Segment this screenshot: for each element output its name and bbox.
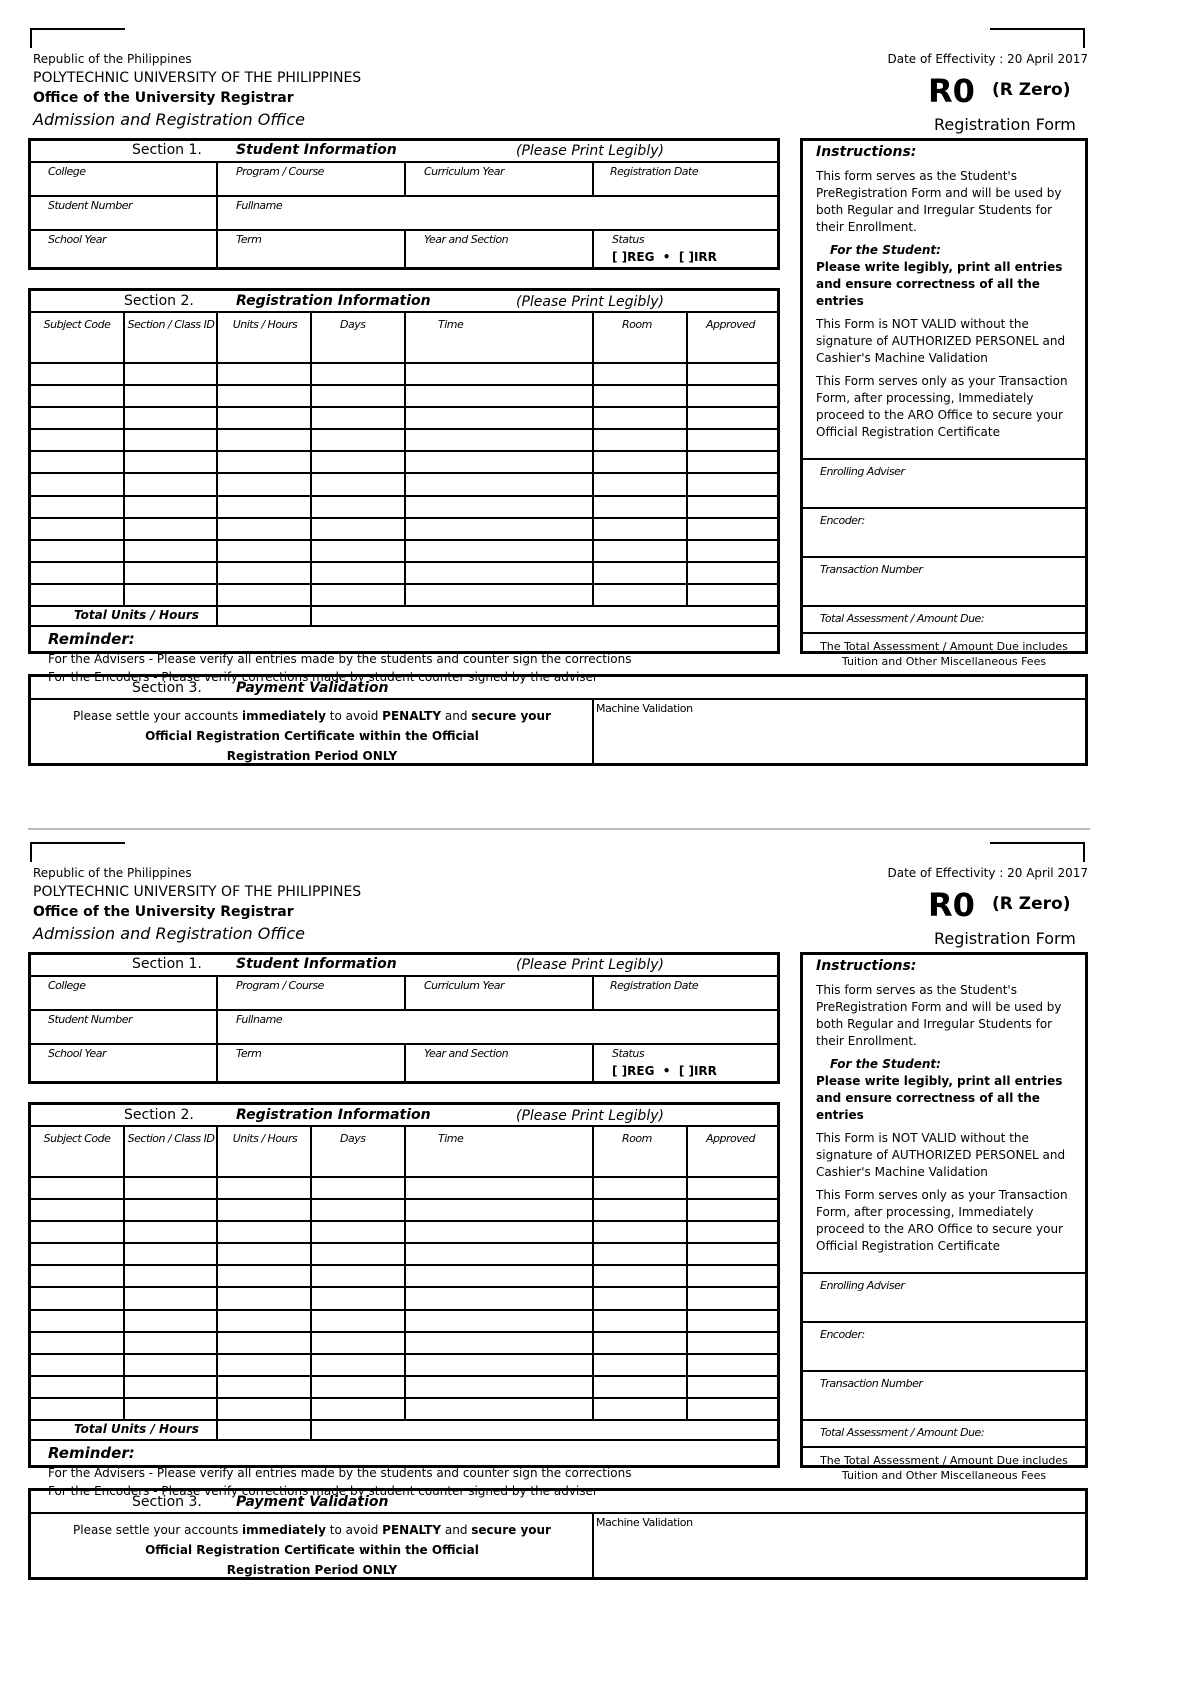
admission-office: Admission and Registration Office [33, 110, 305, 129]
section2-note: (Please Print Legibly) [516, 1108, 664, 1124]
encoder-label: Encoder: [820, 514, 865, 527]
form-code: R0 [928, 72, 975, 110]
settle-bold-1: immediately [242, 709, 326, 723]
reminder-title: Reminder: [48, 630, 135, 648]
crop-mark-right [990, 842, 1085, 862]
settle-text-1: Please settle your accounts [73, 1523, 239, 1537]
total-units-label: Total Units / Hours [74, 608, 199, 622]
reminder-encoders: For the Encoders - Please verify corrections made by student counter signed by the adviser [48, 1484, 598, 1498]
curriculum-label: Curriculum Year [424, 979, 505, 992]
program-label: Program / Course [236, 165, 324, 178]
section1-title: Student Information [236, 956, 397, 972]
student-number-label: Student Number [48, 199, 132, 212]
settle-bold-1: immediately [242, 1523, 326, 1537]
col-days: Days [340, 318, 366, 331]
form-title: Registration Form [934, 115, 1076, 134]
year-section-label: Year and Section [424, 1047, 509, 1060]
instructions-body [816, 168, 1076, 447]
col-room: Room [622, 1132, 652, 1145]
section3-number: Section 3. [132, 1494, 202, 1510]
republic-line: Republic of the Philippines [33, 52, 192, 66]
school-year-label: School Year [48, 233, 107, 246]
section2-title: Registration Information [236, 293, 431, 309]
settle-line-2: Official Registration Certificate within the Official [145, 729, 479, 743]
crop-mark-right [990, 28, 1085, 48]
university-name: POLYTECHNIC UNIVERSITY OF THE PHILIPPINES [33, 884, 362, 900]
settle-text-2: to avoid [329, 1523, 379, 1537]
fees-note: The Total Assessment / Amount Due includes Tuition and Other Miscellaneous Fees [820, 640, 1068, 668]
year-section-label: Year and Section [424, 233, 509, 246]
section1-number: Section 1. [132, 956, 202, 972]
settle-text-3: and [444, 709, 468, 723]
curriculum-label: Curriculum Year [424, 165, 505, 178]
college-label: College [48, 979, 86, 992]
section1-note: (Please Print Legibly) [516, 957, 664, 973]
copy-separator [28, 828, 1090, 830]
col-room: Room [622, 318, 652, 331]
instructions-title: Instructions: [816, 144, 917, 160]
section1-title: Student Information [236, 142, 397, 158]
reg-date-label: Registration Date [610, 165, 699, 178]
term-label: Term [236, 1047, 262, 1060]
university-name: POLYTECHNIC UNIVERSITY OF THE PHILIPPINES [33, 70, 362, 86]
registration-form-copy-2 [0, 832, 1200, 1644]
registration-form-copy-1 [0, 18, 1200, 830]
instructions-p2: Please write legibly, print all entries and ensure correctness of all the entries [816, 260, 1063, 308]
reminder-title: Reminder: [48, 1444, 135, 1462]
form-code-label: (R Zero) [992, 894, 1071, 914]
settle-bold-3: secure your [471, 1523, 551, 1537]
reminder-advisers: For the Advisers - Please verify all entries made by the students and counter sign the corrections [48, 1466, 632, 1480]
section1-number: Section 1. [132, 142, 202, 158]
status-label: Status [612, 1047, 645, 1060]
enrolling-adviser-label: Enrolling Adviser [820, 465, 905, 478]
instructions-p3: This Form is NOT VALID without the signature of AUTHORIZED PERSONEL and Cashier's Machine Validation [816, 1131, 1066, 1179]
section2-number: Section 2. [124, 293, 194, 309]
enrolling-adviser-label: Enrolling Adviser [820, 1279, 905, 1292]
settle-line-3: Registration Period ONLY [226, 749, 398, 763]
machine-validation-label: Machine Validation [596, 702, 693, 715]
college-label: College [48, 165, 86, 178]
office-name: Office of the University Registrar [33, 904, 294, 920]
crop-mark-left [30, 28, 125, 48]
transaction-number-label: Transaction Number [820, 1377, 923, 1390]
fullname-label: Fullname [236, 199, 283, 212]
settle-bold-3: secure your [471, 709, 551, 723]
total-units-label: Total Units / Hours [74, 1422, 199, 1436]
settle-line-2: Official Registration Certificate within the Official [145, 1543, 479, 1557]
settle-text-1: Please settle your accounts [73, 709, 239, 723]
instructions-p4: This Form serves only as your Transaction Form, after processing, Immediately proceed to the ARO Office to secure your Official Registration Certificate [816, 1188, 1068, 1253]
col-subject-code: Subject Code [43, 318, 111, 331]
section1-note: (Please Print Legibly) [516, 143, 664, 159]
col-approved: Approved [706, 318, 756, 331]
total-assessment-label: Total Assessment / Amount Due: [820, 612, 985, 625]
reg-date-label: Registration Date [610, 979, 699, 992]
status-options[interactable]: [ ]REG • [ ]IRR [612, 250, 717, 264]
settle-text-3: and [444, 1523, 468, 1537]
col-section: Section / Class ID [127, 1132, 215, 1145]
effectivity-date: Date of Effectivity : 20 April 2017 [887, 866, 1088, 880]
col-subject-code: Subject Code [43, 1132, 111, 1145]
settle-line-3: Registration Period ONLY [226, 1563, 398, 1577]
settle-bold-2: PENALTY [382, 709, 442, 723]
section2-title: Registration Information [236, 1107, 431, 1123]
form-code-label: (R Zero) [992, 80, 1071, 100]
machine-validation-label: Machine Validation [596, 1516, 693, 1529]
admission-office: Admission and Registration Office [33, 924, 305, 943]
col-time: Time [438, 1132, 464, 1145]
section2-number: Section 2. [124, 1107, 194, 1123]
settle-note [42, 1520, 582, 1580]
for-student-label: For the Student: [830, 1057, 941, 1071]
school-year-label: School Year [48, 1047, 107, 1060]
instructions-p3: This Form is NOT VALID without the signature of AUTHORIZED PERSONEL and Cashier's Machine Validation [816, 317, 1066, 365]
total-assessment-label: Total Assessment / Amount Due: [820, 1426, 985, 1439]
program-label: Program / Course [236, 979, 324, 992]
transaction-number-label: Transaction Number [820, 563, 923, 576]
instructions-p4: This Form serves only as your Transaction Form, after processing, Immediately proceed to the ARO Office to secure your Official Registration Certificate [816, 374, 1068, 439]
status-options[interactable]: [ ]REG • [ ]IRR [612, 1064, 717, 1078]
for-student-label: For the Student: [830, 243, 941, 257]
instructions-title: Instructions: [816, 958, 917, 974]
col-days: Days [340, 1132, 366, 1145]
republic-line: Republic of the Philippines [33, 866, 192, 880]
col-approved: Approved [706, 1132, 756, 1145]
section3-title: Payment Validation [236, 1494, 389, 1510]
col-time: Time [438, 318, 464, 331]
instructions-p1: This form serves as the Student's PreRegistration Form and will be used by both Regular and Irregular Students for their Enrollment. [816, 169, 1062, 234]
student-number-label: Student Number [48, 1013, 132, 1026]
instructions-p2: Please write legibly, print all entries and ensure correctness of all the entries [816, 1074, 1063, 1122]
section3-number: Section 3. [132, 680, 202, 696]
crop-mark-left [30, 842, 125, 862]
reminder-encoders: For the Encoders - Please verify corrections made by student counter signed by the adviser [48, 670, 598, 684]
instructions-body [816, 982, 1076, 1261]
col-section: Section / Class ID [127, 318, 215, 331]
effectivity-date: Date of Effectivity : 20 April 2017 [887, 52, 1088, 66]
encoder-label: Encoder: [820, 1328, 865, 1341]
settle-note [42, 706, 582, 766]
fullname-label: Fullname [236, 1013, 283, 1026]
instructions-p1: This form serves as the Student's PreRegistration Form and will be used by both Regular and Irregular Students for their Enrollment. [816, 983, 1062, 1048]
section3-title: Payment Validation [236, 680, 389, 696]
section2-note: (Please Print Legibly) [516, 294, 664, 310]
form-code: R0 [928, 886, 975, 924]
col-units: Units / Hours [232, 318, 298, 331]
fees-note: The Total Assessment / Amount Due includes Tuition and Other Miscellaneous Fees [820, 1454, 1068, 1482]
reminder-advisers: For the Advisers - Please verify all entries made by the students and counter sign the corrections [48, 652, 632, 666]
settle-text-2: to avoid [329, 709, 379, 723]
form-title: Registration Form [934, 929, 1076, 948]
settle-bold-2: PENALTY [382, 1523, 442, 1537]
term-label: Term [236, 233, 262, 246]
office-name: Office of the University Registrar [33, 90, 294, 106]
status-label: Status [612, 233, 645, 246]
col-units: Units / Hours [232, 1132, 298, 1145]
